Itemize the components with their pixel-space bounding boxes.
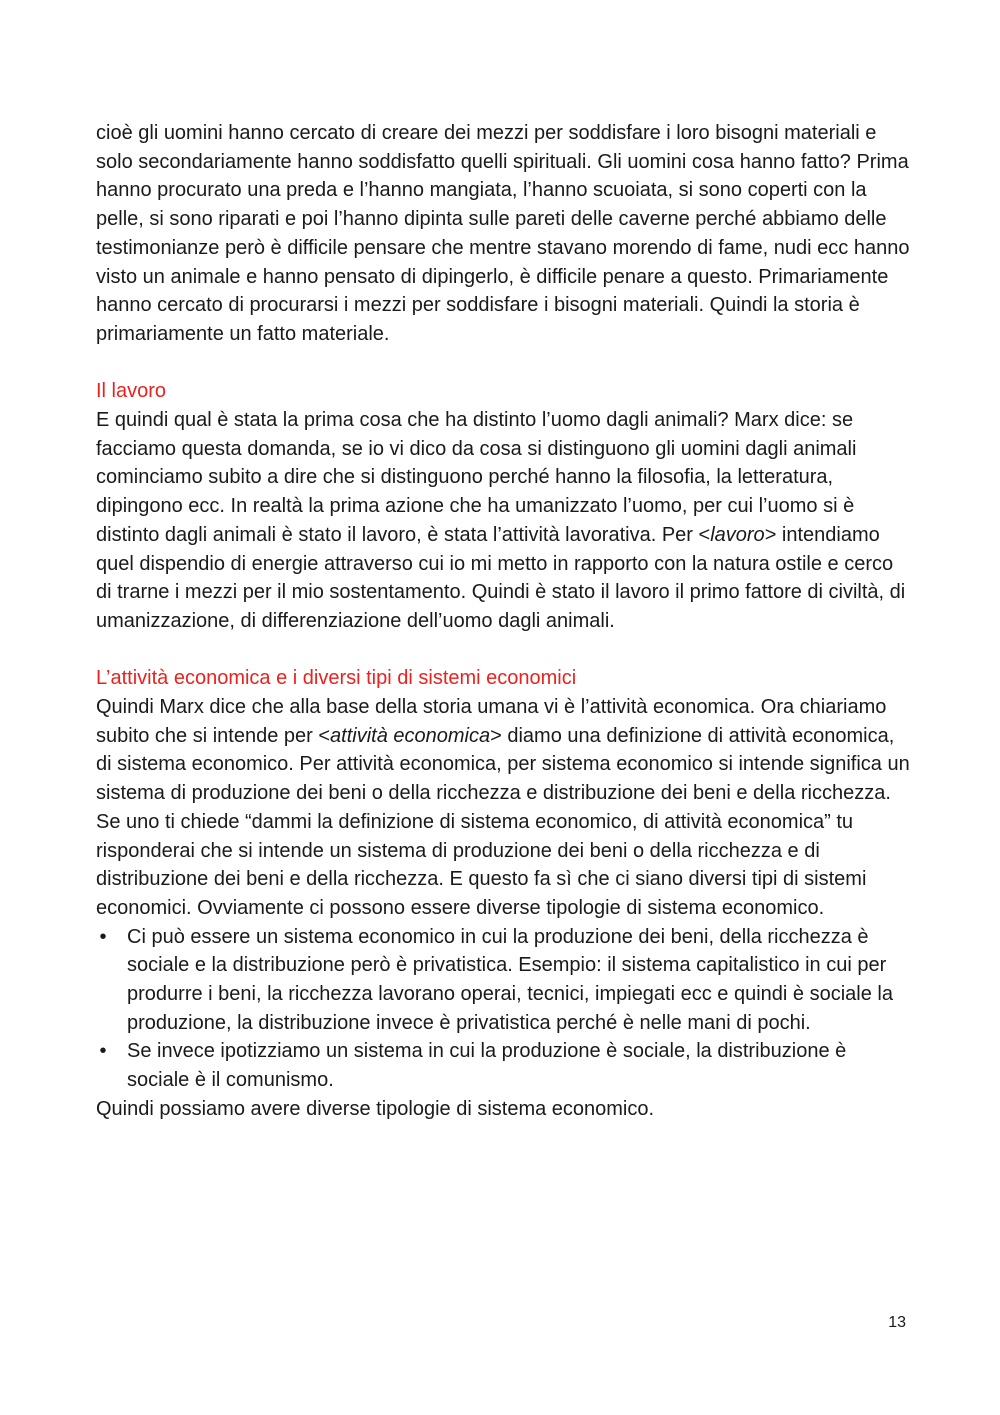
body-paragraph: cioè gli uomini hanno cercato di creare dei mezzi per soddisfare i loro bisogni materiali e solo secondariamente hanno soddisfatto quelli spirituali. Gli uomini cosa hanno fatto? Prima hanno procurato una preda e l’hanno mangiata, l’hanno scuoiata, si sono coperti con la pelle, si sono riparati e poi l’hanno dipinta sulle pareti delle caverne perché abbiamo delle testimonianze però è difficile pensare che mentre stavano morendo di fame, nudi ecc hanno visto un animale e hanno pensato di dipingerlo, è difficile penare a questo. Primariamente hanno cercato di procurarsi i mezzi per soddisfare i bisogni materiali. Quindi la storia è primariamente un fatto materiale. [96,122,910,345]
italic-term: attività economica [330,724,491,747]
paragraph-text: > intendiamo quel dispendio di energie attraverso cui io mi metto in rapporto con la natura ostile e cerco di trarne i mezzi per il mio sostentamento. Quindi è stato il lavoro il primo fattore di civiltà, di umanizzazione, di differenziazione dell’uomo dagli animali. [96,523,906,632]
body-paragraph-lavoro [96,406,911,636]
paragraph-text: E quindi qual è stata la prima cosa che ha distinto l’uomo dagli animali? Marx dice: se facciamo questa domanda, se io vi dico da cosa si distinguono gli uomini dagli animali cominciamo subito a dire che si distinguono perché hanno la filosofia, la letteratura, dipingono ecc. In realtà la prima azione che ha umanizzato l’uomo, per cui l’uomo si è distinto dagli animali è stato il lavoro, è stata l’attività lavorativa. Per < [96,409,857,546]
section-heading-lavoro: Il lavoro [96,380,167,403]
body-paragraph-attivita-economica [96,693,911,923]
page-number: 13 [888,1314,906,1331]
document-page [96,119,911,1124]
paragraph-text: Quindi Marx dice che alla base della storia umana vi è l’attività economica. Ora chiariamo subito che si intende per < [96,696,887,747]
section-heading-attivita-economica: L’attività economica e i diversi tipi di sistemi economici [96,667,577,690]
bullet-icon: • [99,1040,107,1063]
italic-term: lavoro [710,523,765,546]
bullet-list [96,923,911,1095]
list-item-text: Se invece ipotizziamo un sistema in cui la produzione è sociale, la distribuzione è sociale è il comunismo. [127,1040,847,1092]
paragraph-text: > diamo una definizione di attività economica, di sistema economico. Per attività economica, per sistema economico si intende significa un sistema di produzione dei beni o della ricchezza e distribuzione dei beni e della ricchezza. Se uno ti chiede “dammi la definizione di sistema economico, di attività economica” tu risponderai che si intende un sistema di produzione dei beni o della ricchezza e di distribuzione dei beni e della ricchezza. E questo fa sì che ci siano diversi tipi di sistemi economici. Ovviamente ci possono essere diverse tipologie di sistema economico. [96,724,910,919]
list-item [96,923,911,1038]
list-item [96,1037,911,1094]
closing-paragraph: Quindi possiamo avere diverse tipologie di sistema economico. [96,1097,655,1120]
bullet-icon: • [99,925,107,948]
list-item-text: Ci può essere un sistema economico in cui la produzione dei beni, della ricchezza è sociale e la distribuzione però è privatistica. Esempio: il sistema capitalistico in cui per produrre i beni, la ricchezza lavorano operai, tecnici, impiegati ecc e quindi è sociale la produzione, la distribuzione invece è privatistica perché è nelle mani di pochi. [127,925,893,1034]
